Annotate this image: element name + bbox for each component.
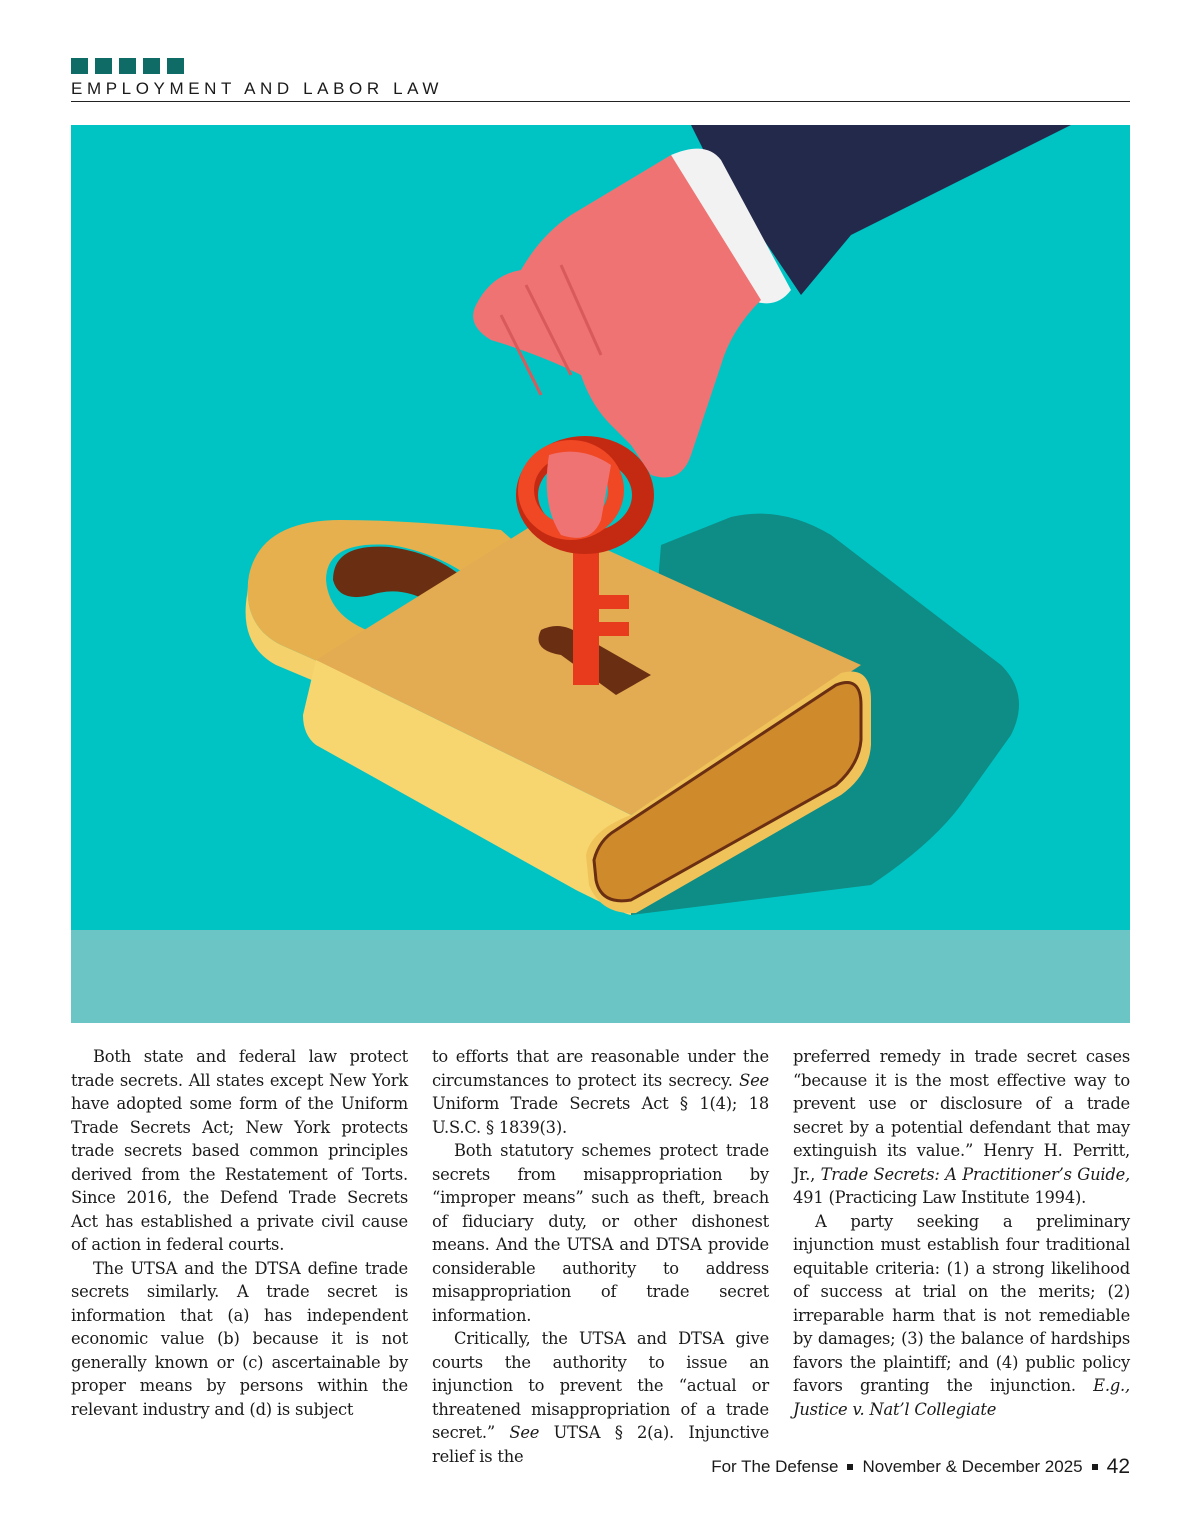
paragraph: Both state and federal law protect trade secrets. All states except New York have adopted some form of the Uniform Trade Secrets Act; New York protects trade secrets based common principles derived from the Restatement of Torts. Since 2016, the Defend Trade Secrets Act has established a private civil cause of action in federal courts. <box>71 1047 408 1254</box>
text-run: Uniform Trade Secrets Act § 1(4); 18 U.S.C. § 1839(3). <box>432 1094 769 1137</box>
header-rule <box>71 101 1130 102</box>
paragraph <box>432 1045 769 1139</box>
column-3 <box>793 1045 1130 1421</box>
page-number: 42 <box>1106 1455 1130 1478</box>
key-tooth-1 <box>591 595 629 609</box>
paragraph <box>793 1210 1130 1422</box>
citation-signal: See <box>509 1423 540 1442</box>
marker-square <box>71 58 88 74</box>
text-run: 491 (Practicing Law Institute 1994). <box>793 1188 1087 1207</box>
padlock-key-illustration <box>71 125 1130 1023</box>
text-run: A party seeking a preliminary injunction must establish four traditional equitable criteria: (1) a strong likelihood of success at trial on the merits; (2) irreparable harm that is not remediable by damages; (3) the balance of hardships favors the plaintiff; and (4) public policy favors granting the injunction. <box>793 1211 1130 1395</box>
case-citation: E.g., Justice v. Nat’l Collegiate <box>793 1376 1130 1419</box>
text-run: preferred remedy in trade secret cases “because it is the most effective way to prevent use or disclosure of a trade secret by a potential defendant that may extinguish its value.” Henry H. Perritt, Jr., <box>793 1047 1130 1184</box>
bullet-separator <box>1092 1464 1098 1470</box>
column-1 <box>71 1045 408 1421</box>
paragraph: The UTSA and the DTSA define trade secrets similarly. A trade secret is information that (a) has independent economic value (b) because it is not generally known or (c) ascertainable by proper means by persons within the relevant industry and (d) is subject <box>71 1258 408 1419</box>
bullet-separator <box>847 1464 853 1470</box>
key-tooth-2 <box>591 622 629 636</box>
illustration-bottom-band <box>71 930 1130 1023</box>
citation-signal: See <box>739 1070 769 1090</box>
page-footer <box>711 1455 1130 1479</box>
column-2 <box>432 1045 769 1468</box>
marker-square <box>143 58 160 74</box>
issue-date: November & December 2025 <box>862 1457 1083 1476</box>
paragraph <box>432 1327 769 1468</box>
section-marker-squares <box>71 58 184 74</box>
marker-square <box>119 58 136 74</box>
marker-square <box>167 58 184 74</box>
book-title: Trade Secrets: A Practitioner’s Guide, <box>820 1164 1130 1184</box>
marker-square <box>95 58 112 74</box>
text-run: to efforts that are reasonable under the circumstances to protect its secrecy. <box>432 1047 769 1090</box>
paragraph <box>793 1045 1130 1210</box>
section-label: EMPLOYMENT AND LABOR LAW <box>71 79 444 98</box>
text-run: UTSA § 2(a). Injunctive relief is the <box>432 1423 769 1466</box>
article-body <box>71 1045 1130 1466</box>
publication-name: For The Defense <box>711 1457 839 1476</box>
paragraph: Both statutory schemes protect trade secrets from misappropriation by “improper means” such as theft, breach of fiduciary duty, or other dishonest means. And the UTSA and DTSA provide considerable authority to address misappropriation of trade secret information. <box>432 1141 769 1325</box>
text-run: Critically, the UTSA and DTSA give courts the authority to issue an injunction to prevent the “actual or threatened misappropriation of a trade secret.” <box>432 1329 769 1442</box>
